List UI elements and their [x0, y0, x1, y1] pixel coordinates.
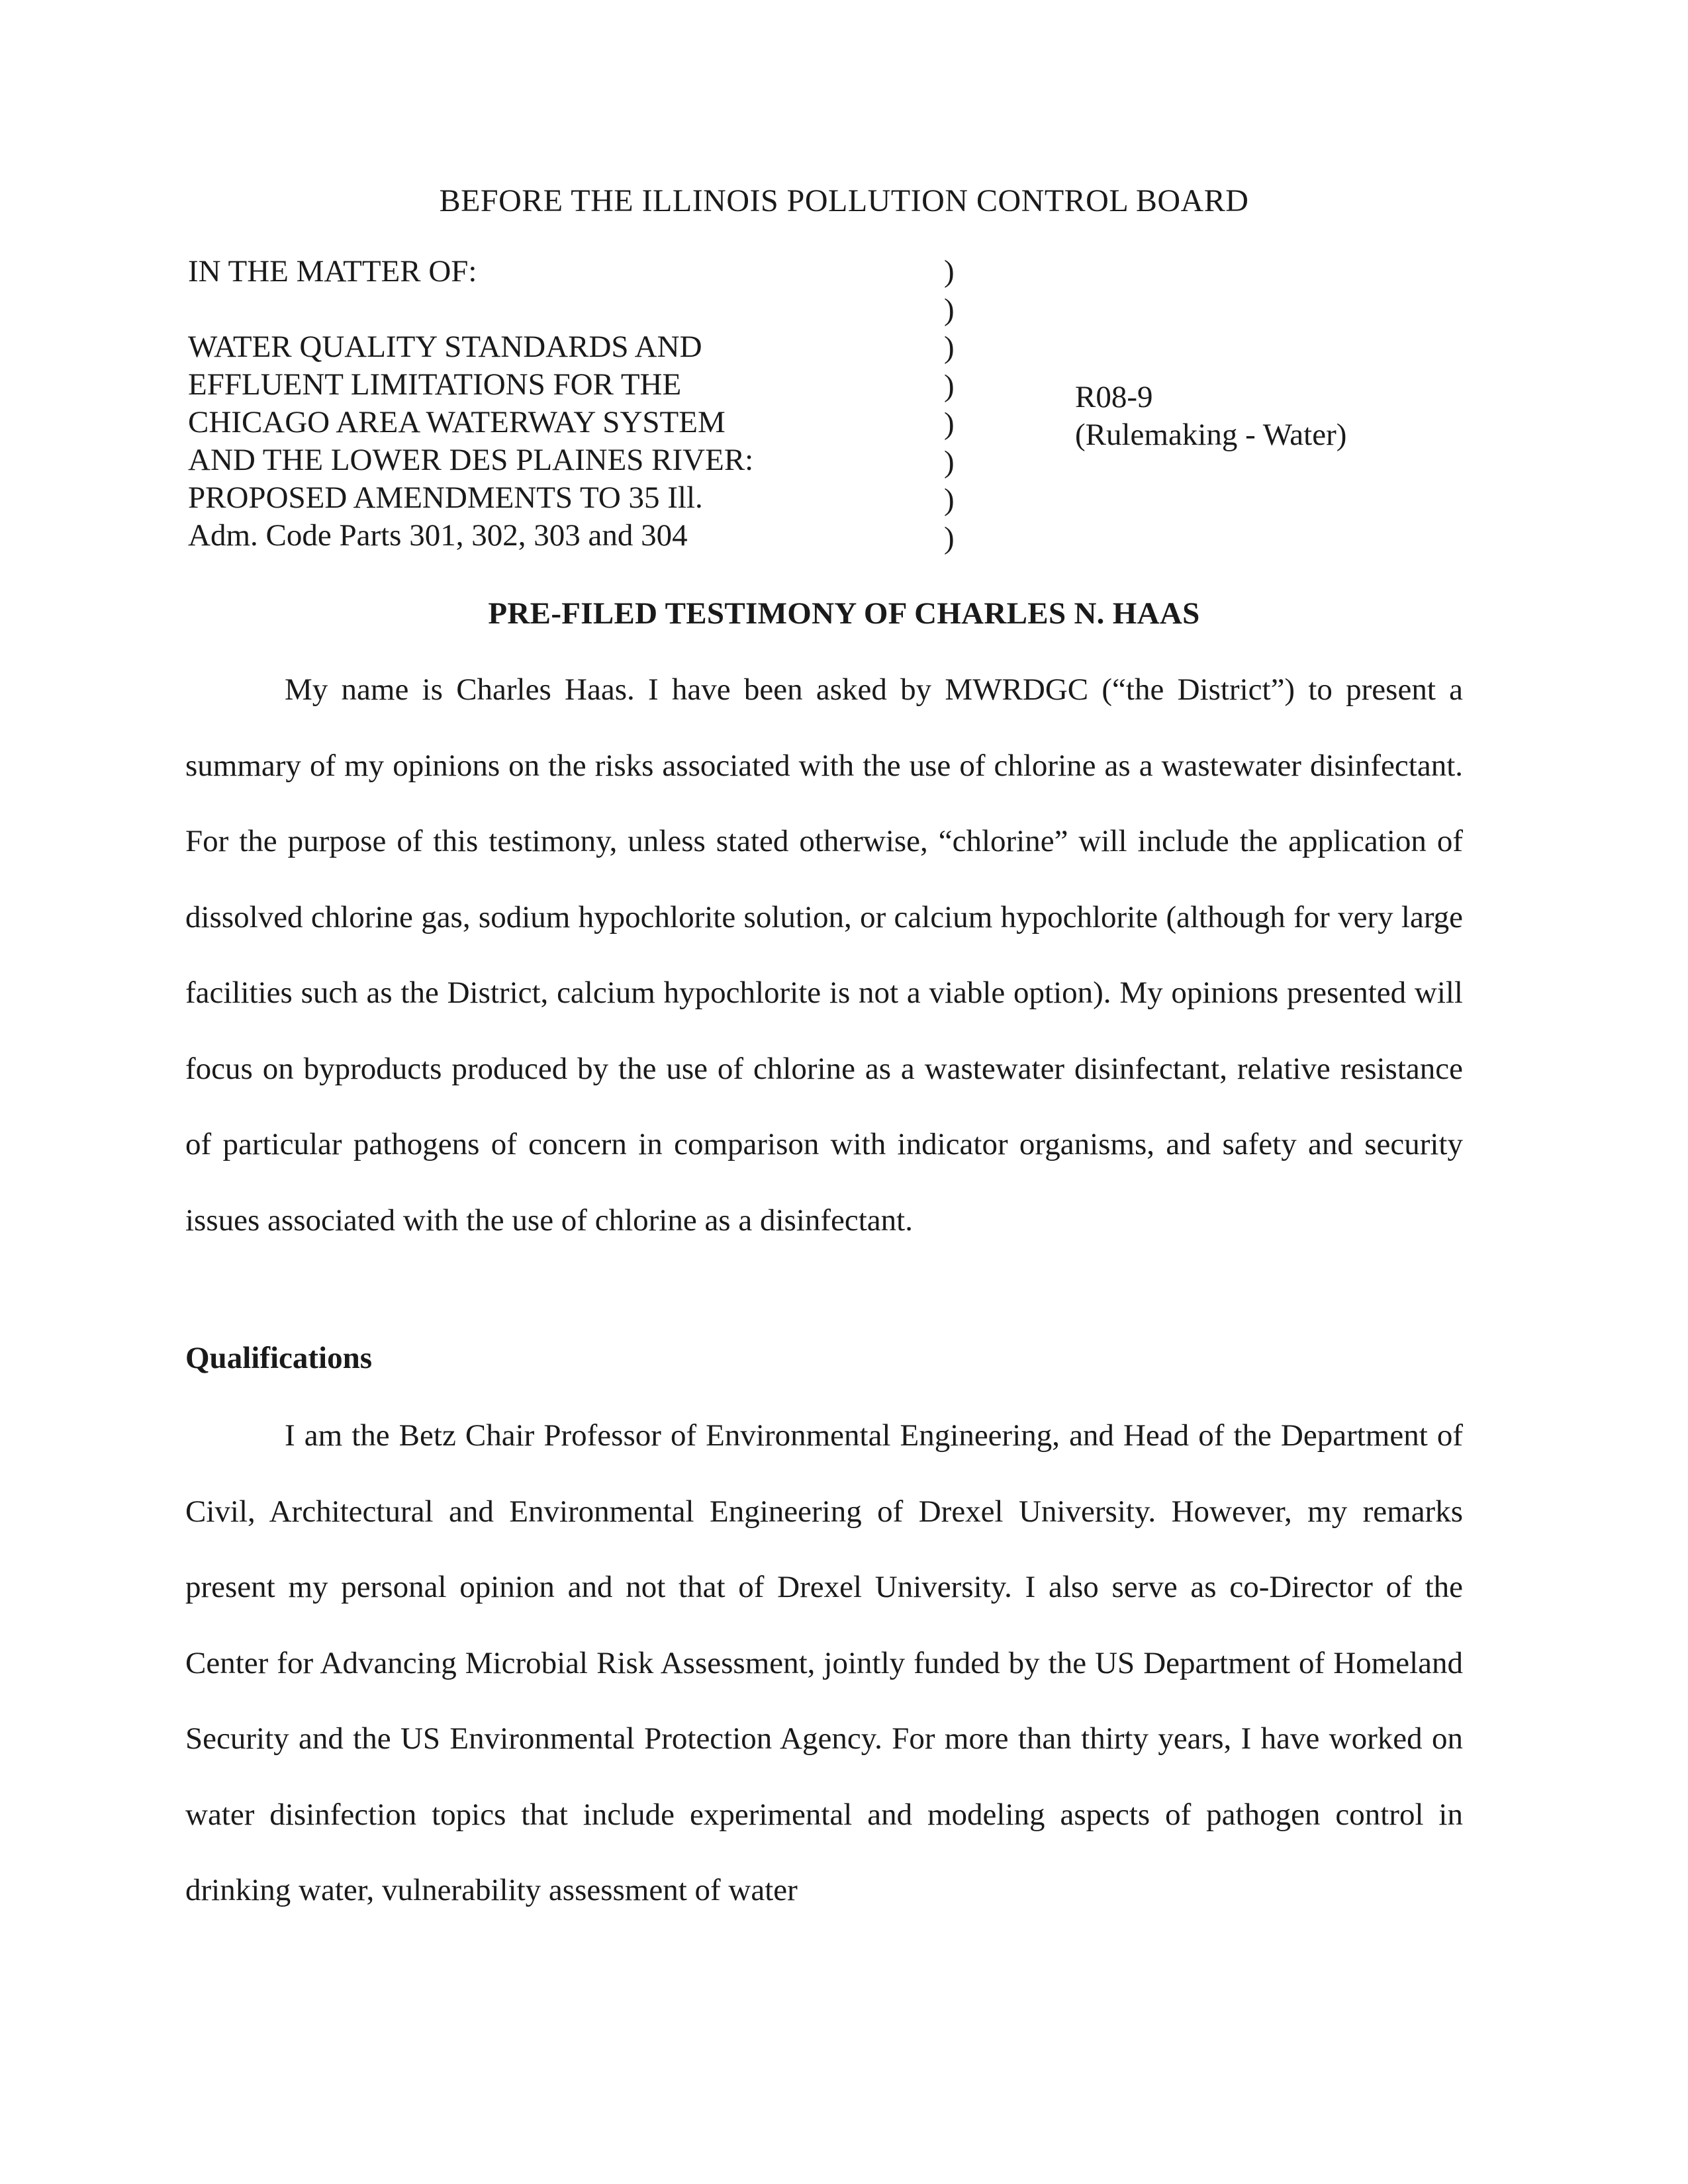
case-title-line: Adm. Code Parts 301, 302, 303 and 304 [188, 518, 688, 553]
docket-number: R08-9 [1075, 380, 1153, 414]
caption-parties [188, 253, 916, 555]
caption-paren: ) [944, 520, 955, 555]
court-title: BEFORE THE ILLINOIS POLLUTION CONTROL BOARD [439, 183, 1249, 218]
caption-paren: ) [944, 254, 955, 289]
matter-label: IN THE MATTER OF: [188, 254, 477, 289]
docket-type: (Rulemaking - Water) [1075, 418, 1347, 452]
caption-paren: ) [944, 292, 955, 327]
testimony-heading: PRE-FILED TESTIMONY OF CHARLES N. HAAS [488, 596, 1200, 631]
qualifications-paragraph: I am the Betz Chair Professor of Environmental Engineering, and Head of the Department of Civil, Architectural and Environmental Engineering of Drexel University. However, my remarks present my personal opinion and not that of Drexel University. I also serve as co-Director of the Center for Advancing Microbial Risk Assessment, jointly funded by the US Department of Homeland Security and the US Environmental Protection Agency. For more than thirty years, I have worked on water disinfection topics that include experimental and modeling aspects of pathogen control in drinking water, vulnerability assessment of water [185, 1418, 1463, 1907]
caption-paren: ) [944, 406, 955, 441]
caption-paren: ) [944, 368, 955, 403]
case-title-line: WATER QUALITY STANDARDS AND [188, 330, 702, 364]
docket-info [1075, 379, 1346, 454]
caption-paren: ) [944, 444, 955, 479]
caption-paren: ) [944, 482, 955, 517]
case-caption [188, 253, 1446, 564]
caption-paren: ) [944, 330, 955, 365]
case-title-line: AND THE LOWER DES PLAINES RIVER: [188, 443, 754, 477]
intro-paragraph: My name is Charles Haas. I have been asked by MWRDGC (“the District”) to present a summary of my opinions on the risks associated with the use of chlorine as a wastewater disinfectant. For the purpose of this testimony, unless stated otherwise, “chlorine” will include the application of dissolved chlorine gas, sodium hypochlorite solution, or calcium hypochlorite (although for very large facilities such as the District, calcium hypochlorite is not a viable option). My opinions presented will focus on byproducts produced by the use of chlorine as a wastewater disinfectant, relative resistance of particular pathogens of concern in comparison with indicator organisms, and safety and security issues associated with the use of chlorine as a disinfectant. [185, 672, 1463, 1238]
case-title-line: PROPOSED AMENDMENTS TO 35 Ill. [188, 480, 703, 515]
caption-divider [944, 253, 955, 557]
case-title-line: CHICAGO AREA WATERWAY SYSTEM [188, 405, 726, 439]
case-title-line: EFFLUENT LIMITATIONS FOR THE [188, 367, 682, 402]
section-heading-qualifications: Qualifications [185, 1341, 373, 1375]
